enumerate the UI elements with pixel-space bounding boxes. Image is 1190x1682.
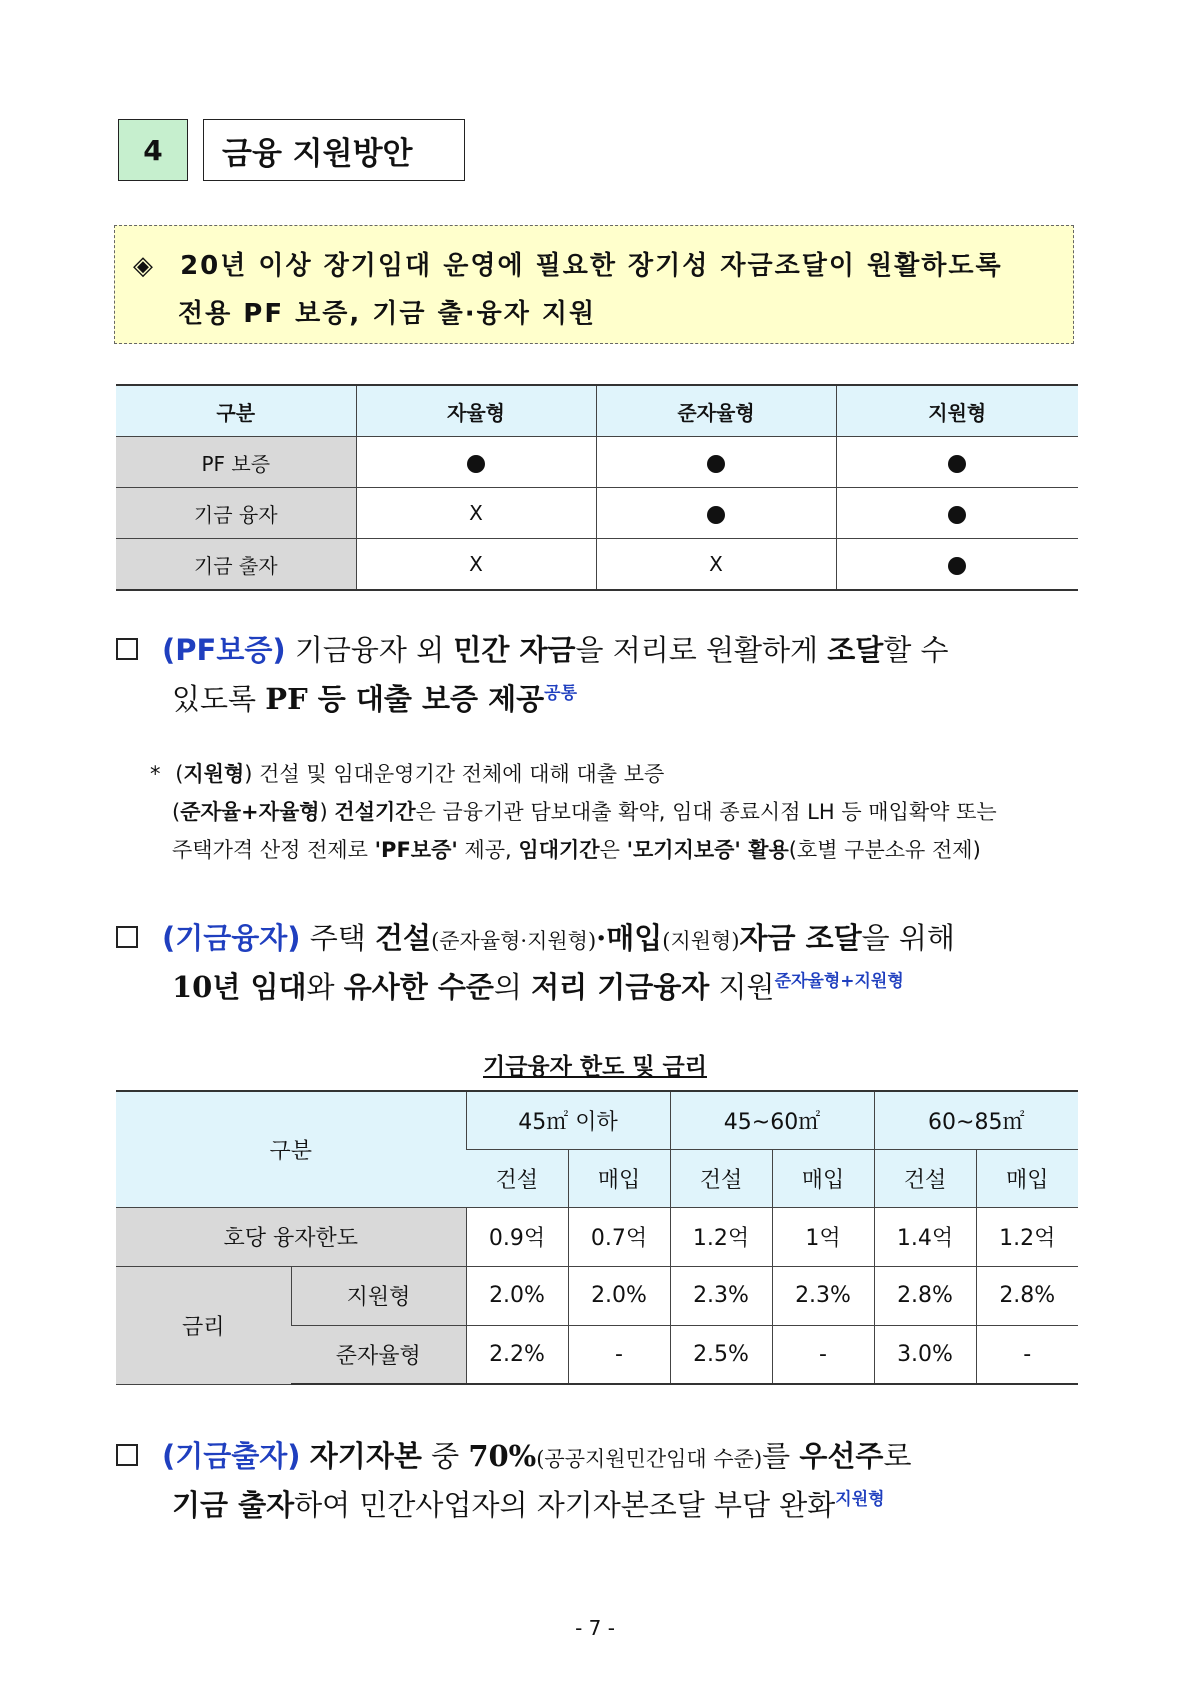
table-cell: 1.2억 bbox=[976, 1207, 1078, 1266]
text: (공공지원민간임대 수준) bbox=[536, 1447, 763, 1471]
text: 유사한 수준 bbox=[343, 970, 494, 1004]
table-row bbox=[116, 539, 1078, 591]
row-label: 기금 출자 bbox=[116, 539, 356, 591]
table-cell bbox=[596, 437, 836, 488]
loan-table-caption: 기금융자 한도 및 금리 bbox=[483, 1054, 707, 1080]
text: 건설기간 bbox=[334, 800, 416, 824]
table-cell bbox=[596, 488, 836, 539]
fund-equity-line-1 bbox=[116, 1434, 911, 1475]
table-header-cell: 자율형 bbox=[356, 385, 596, 437]
diamond-bullet-icon: ◈ bbox=[133, 251, 155, 281]
text: 자금 조달 bbox=[739, 921, 862, 955]
superscript-tag: 공통 bbox=[544, 683, 578, 704]
table-header-cell: 지원형 bbox=[836, 385, 1078, 437]
table-cell: X bbox=[356, 539, 596, 591]
loan-tag: (기금융자) bbox=[162, 921, 301, 955]
text: 조달 bbox=[827, 633, 884, 667]
text: 중 bbox=[431, 1439, 460, 1473]
filled-circle-icon bbox=[948, 557, 966, 575]
section-title: 금융 지원방안 bbox=[203, 119, 465, 181]
text: 70% bbox=[468, 1439, 537, 1473]
text: 임대기간 bbox=[518, 838, 600, 862]
summary-text-1: 20년 이상 장기임대 운영에 필요한 장기성 자금조달이 원활하도록 bbox=[180, 251, 1003, 281]
text: 할 수 bbox=[883, 633, 949, 667]
sub-header: 매입 bbox=[976, 1149, 1078, 1207]
note-line-1 bbox=[150, 758, 664, 788]
corner-cell: 구분 bbox=[116, 1091, 466, 1207]
note-line-2 bbox=[172, 796, 997, 826]
table-header-row bbox=[116, 1091, 1078, 1149]
text: (준자율형·지원형) bbox=[431, 929, 597, 953]
table-cell: 2.5% bbox=[670, 1325, 772, 1384]
table-cell bbox=[836, 437, 1078, 488]
filled-circle-icon bbox=[948, 506, 966, 524]
row-sublabel: 지원형 bbox=[291, 1266, 466, 1325]
summary-line-1 bbox=[133, 245, 1003, 282]
note-line-3 bbox=[172, 834, 981, 864]
text: 기금 출자 bbox=[172, 1488, 295, 1522]
checkbox-icon bbox=[116, 926, 138, 948]
text: '모기지보증' 활용 bbox=[626, 838, 789, 862]
text: 를 bbox=[762, 1439, 791, 1473]
text: 주택가격 산정 전제로 bbox=[172, 838, 368, 862]
text: * bbox=[150, 762, 161, 786]
filled-circle-icon bbox=[707, 506, 725, 524]
fund-loan-line-1 bbox=[116, 916, 955, 957]
support-type-table bbox=[116, 384, 1078, 591]
checkbox-icon bbox=[116, 1444, 138, 1466]
pf-guarantee-line-2 bbox=[172, 677, 577, 718]
text: 10년 임대 bbox=[172, 970, 307, 1004]
table-header-row bbox=[116, 385, 1078, 437]
row-sublabel: 준자율형 bbox=[291, 1325, 466, 1384]
text: ) 건설 및 임대운영기간 전체에 대해 대출 보증 bbox=[244, 762, 665, 786]
text: 우선주 bbox=[799, 1439, 884, 1473]
loan-limit-rate-table bbox=[116, 1090, 1078, 1385]
sub-header: 건설 bbox=[874, 1149, 976, 1207]
text: 자기자본 bbox=[309, 1439, 422, 1473]
table-cell: - bbox=[976, 1325, 1078, 1384]
pf-tag: (PF보증) bbox=[162, 633, 286, 667]
text: 을 위해 bbox=[861, 921, 955, 955]
pf-guarantee-line-1 bbox=[116, 628, 949, 669]
text: 'PF보증' bbox=[374, 838, 458, 862]
table-cell: 2.3% bbox=[670, 1266, 772, 1325]
table-cell: 2.0% bbox=[568, 1266, 670, 1325]
table-cell: 1.2억 bbox=[670, 1207, 772, 1266]
table-cell: 0.7억 bbox=[568, 1207, 670, 1266]
text: 의 bbox=[493, 970, 522, 1004]
text: 제공, bbox=[464, 838, 512, 862]
text: 있도록 bbox=[172, 682, 257, 716]
filled-circle-icon bbox=[467, 455, 485, 473]
text: 지원 bbox=[718, 970, 775, 1004]
fund-loan-line-2 bbox=[172, 965, 904, 1006]
text: 지원형 bbox=[183, 762, 245, 786]
checkbox-icon bbox=[116, 638, 138, 660]
text: 저리 기금융자 bbox=[531, 970, 710, 1004]
table-row bbox=[116, 488, 1078, 539]
text: 준자율+자율형 bbox=[180, 800, 320, 824]
superscript-tag: 지원형 bbox=[835, 1489, 885, 1510]
row-label: 호당 융자한도 bbox=[116, 1207, 466, 1266]
text: 와 bbox=[306, 970, 335, 1004]
summary-box bbox=[114, 225, 1074, 344]
text: 기금융자 외 bbox=[294, 633, 445, 667]
text: 건설 bbox=[375, 921, 432, 955]
table-cell: - bbox=[772, 1325, 874, 1384]
table-row bbox=[116, 1207, 1078, 1266]
table-cell bbox=[836, 539, 1078, 591]
page-number: - 7 - bbox=[575, 1616, 615, 1640]
table-cell bbox=[356, 437, 596, 488]
table-cell bbox=[836, 488, 1078, 539]
text: PF 등 대출 보증 제공 bbox=[265, 682, 545, 716]
table-row bbox=[116, 1266, 1078, 1325]
text: 로 bbox=[883, 1439, 912, 1473]
summary-line-2: 전용 PF 보증, 기금 출·융자 지원 bbox=[178, 299, 597, 329]
table-cell: 3.0% bbox=[874, 1325, 976, 1384]
text: (호별 구분소유 전제) bbox=[788, 838, 981, 862]
table-cell: 2.0% bbox=[466, 1266, 568, 1325]
row-label: 기금 융자 bbox=[116, 488, 356, 539]
sub-header: 매입 bbox=[772, 1149, 874, 1207]
table-cell: - bbox=[568, 1325, 670, 1384]
text: 을 저리로 원활하게 bbox=[575, 633, 819, 667]
table-cell: 2.8% bbox=[874, 1266, 976, 1325]
sub-header: 건설 bbox=[670, 1149, 772, 1207]
table-header-cell: 준자율형 bbox=[596, 385, 836, 437]
table-row bbox=[116, 437, 1078, 488]
size-group-header: 45㎡ 이하 bbox=[466, 1091, 670, 1149]
fund-equity-line-2 bbox=[172, 1483, 885, 1524]
table-header-cell: 구분 bbox=[116, 385, 356, 437]
sub-header: 매입 bbox=[568, 1149, 670, 1207]
table-cell: 0.9억 bbox=[466, 1207, 568, 1266]
size-group-header: 45~60㎡ bbox=[670, 1091, 874, 1149]
row-label: PF 보증 bbox=[116, 437, 356, 488]
table-cell: X bbox=[356, 488, 596, 539]
text: 은 금융기관 담보대출 확약, 임대 종료시점 LH 등 매입확약 또는 bbox=[415, 800, 997, 824]
equity-tag: (기금출자) bbox=[162, 1439, 301, 1473]
text: ( bbox=[175, 762, 184, 786]
superscript-tag: 준자율형+지원형 bbox=[774, 971, 904, 992]
text: ( bbox=[172, 800, 181, 824]
table-cell: 1억 bbox=[772, 1207, 874, 1266]
filled-circle-icon bbox=[707, 455, 725, 473]
text: 하여 민간사업자의 자기자본조달 부담 완화 bbox=[294, 1488, 836, 1522]
text: 주택 bbox=[309, 921, 366, 955]
text: (지원형) bbox=[662, 929, 740, 953]
text: ) bbox=[319, 800, 328, 824]
table-cell: 2.2% bbox=[466, 1325, 568, 1384]
row-label: 금리 bbox=[116, 1266, 291, 1384]
table-cell: X bbox=[596, 539, 836, 591]
text: ·매입 bbox=[596, 921, 663, 955]
table-cell: 1.4억 bbox=[874, 1207, 976, 1266]
text: 은 bbox=[599, 838, 620, 862]
filled-circle-icon bbox=[948, 455, 966, 473]
size-group-header: 60~85㎡ bbox=[874, 1091, 1078, 1149]
table-cell: 2.3% bbox=[772, 1266, 874, 1325]
text: 민간 자금 bbox=[453, 633, 576, 667]
table-cell: 2.8% bbox=[976, 1266, 1078, 1325]
section-number: 4 bbox=[118, 119, 188, 181]
sub-header: 건설 bbox=[466, 1149, 568, 1207]
